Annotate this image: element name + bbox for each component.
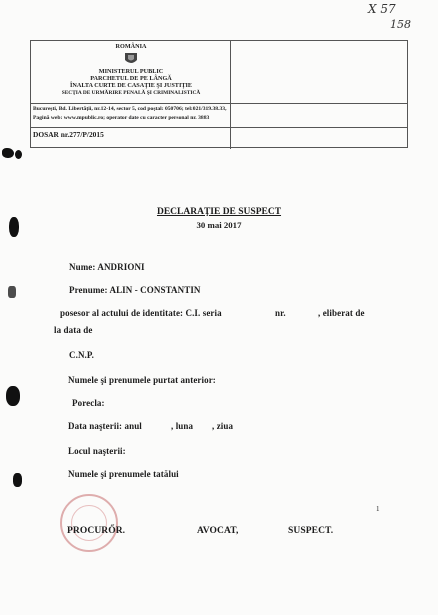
- divider: [231, 103, 407, 104]
- scan-blot: [8, 286, 16, 298]
- web-line: Pagină web: www.mpublic.ro; operator date cu caracter personal nr. 3883: [33, 115, 210, 121]
- field-data-nasterii: Data naşterii: anul: [68, 421, 142, 431]
- official-seal: [60, 494, 118, 552]
- field-act-identitate: posesor al actului de identitate: C.I. seria: [60, 308, 222, 318]
- scan-blot: [13, 473, 22, 487]
- field-nume-tata: Numele şi prenumele tatălui: [68, 469, 179, 479]
- signature-procuror: PROCURŐR.: [67, 526, 126, 536]
- field-nume-anterior: Numele şi prenumele purtat anterior:: [68, 375, 216, 385]
- office-line-2: ÎNALTA CURTE DE CASAŢIE ŞI JUSTIŢIE: [69, 82, 193, 89]
- field-nr-label: nr.: [275, 308, 286, 318]
- signature-suspect: SUSPECT.: [288, 526, 334, 536]
- field-luna: , luna: [171, 421, 194, 431]
- header-box: [30, 40, 408, 148]
- field-prenume: Prenume: ALIN - CONSTANTIN: [69, 285, 201, 295]
- punch-hole: [6, 386, 20, 406]
- divider: [31, 103, 231, 104]
- signature-avocat: AVOCAT,: [197, 526, 239, 536]
- field-locul-nasterii: Locul naşterii:: [68, 446, 126, 456]
- document-title: DECLARAŢIE DE SUSPECT: [156, 207, 282, 217]
- scan-blot: [2, 148, 14, 158]
- handwritten-mark-2: 158: [390, 18, 411, 31]
- field-ziua: , ziua: [212, 421, 234, 431]
- handwritten-annotation: [366, 2, 424, 40]
- document-date: 30 mai 2017: [196, 220, 242, 230]
- coat-of-arms-icon: [123, 52, 139, 66]
- country-label: ROMÂNIA: [115, 43, 147, 50]
- field-la-data: la data de: [54, 325, 93, 335]
- field-cnp: C.N.P.: [69, 350, 95, 360]
- field-nume: Nume: ANDRIONI: [69, 262, 145, 272]
- office-line-1: PARCHETUL DE PE LÂNGĂ: [90, 75, 172, 82]
- ministry-label: MINISTERUL PUBLIC: [98, 68, 164, 75]
- section-label: SECŢIA DE URMĂRIRE PENALĂ ŞI CRIMINALISTICĂ: [61, 90, 201, 96]
- field-porecla: Porecla:: [72, 398, 105, 408]
- scan-blot: [15, 150, 22, 159]
- handwritten-mark-1: X 57: [368, 2, 396, 16]
- address-line: Bucureşti, Bd. Libertăţii, nr.12-14, sector 5, cod poştal: 050706; tel:021/319.38.33,: [33, 106, 227, 112]
- divider: [31, 127, 407, 128]
- field-eliberat: , eliberat de: [318, 308, 365, 318]
- page-number: 1: [376, 505, 380, 513]
- file-number: DOSAR nr.277/P/2015: [33, 130, 104, 139]
